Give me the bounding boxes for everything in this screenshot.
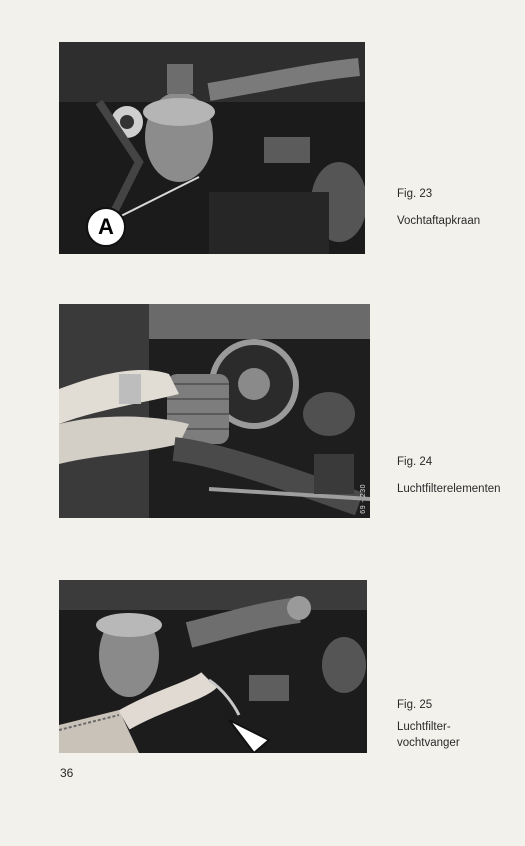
figure-25-photo: [59, 580, 367, 753]
figure-title: Vochtaftapkraan: [397, 215, 481, 227]
figure-title: Luchtfilter- vochtvanger: [397, 721, 460, 749]
figure-title: Luchtfilterelementen: [397, 483, 501, 495]
engine-photo-water-trap: [59, 580, 367, 753]
engine-photo-air-filter: [59, 304, 370, 518]
figure-label: Fig. 24: [397, 456, 433, 468]
figure-23-caption: [397, 186, 480, 229]
figure-25-caption: [397, 697, 460, 751]
figure-24-caption: [397, 454, 501, 497]
photo-reference-code: 69 - 230: [360, 484, 367, 514]
callout-marker-a: A: [86, 207, 126, 247]
figure-label: Fig. 25: [397, 699, 433, 711]
figure-23-photo: [59, 42, 365, 254]
figure-label: Fig. 23: [397, 188, 433, 200]
figure-24-photo: [59, 304, 370, 518]
page-number: 36: [60, 766, 74, 780]
